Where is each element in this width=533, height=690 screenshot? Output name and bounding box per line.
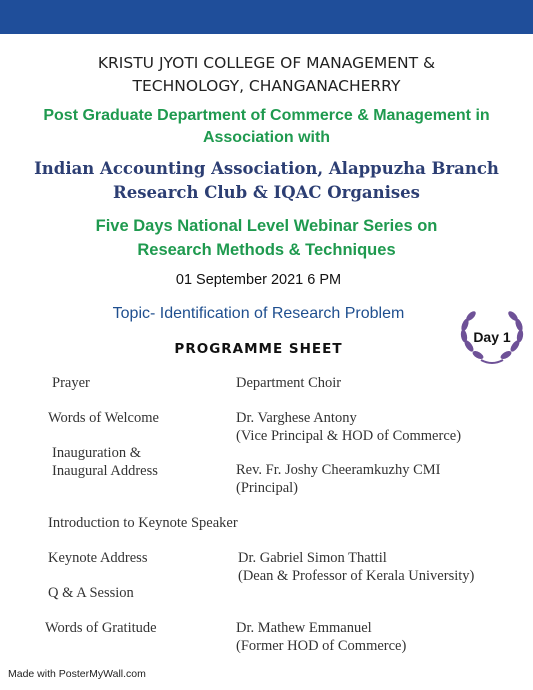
programme-person-role: (Vice Principal & HOD of Commerce)	[236, 428, 462, 444]
programme-person-name: Dr. Varghese Antony	[236, 410, 357, 426]
department-line: Post Graduate Department of Commerce & Management in	[43, 107, 490, 124]
programme-item: Keynote Address	[48, 550, 148, 566]
programme-item: Words of Welcome	[48, 410, 159, 426]
programme-sheet-title: PROGRAMME SHEET	[174, 341, 343, 357]
programme-person-name: Rev. Fr. Joshy Cheeramkuzhy CMI	[236, 462, 441, 478]
programme-item: Prayer	[52, 375, 90, 391]
programme-person-role: (Dean & Professor of Kerala University)	[238, 568, 475, 584]
day-badge-label: Day 1	[473, 329, 511, 345]
programme-person	[236, 461, 440, 497]
programme-person	[236, 409, 461, 445]
programme-person	[238, 549, 474, 585]
programme-person-name: Dr. Gabriel Simon Thattil	[238, 550, 387, 566]
college-name	[0, 52, 533, 98]
programme-item-line: Inauguration &	[52, 445, 141, 461]
watermark-footer: Made with PosterMyWall.com	[8, 668, 146, 680]
programme-item-line: Inaugural Address	[52, 463, 158, 479]
programme-item: Q & A Session	[48, 585, 134, 601]
college-name-line: KRISTU JYOTI COLLEGE OF MANAGEMENT &	[97, 54, 436, 72]
webinar-series-heading	[0, 214, 533, 262]
programme-item: Words of Gratitude	[45, 620, 157, 636]
association-line: Research Club & IQAC Organises	[113, 183, 420, 202]
top-banner-bar	[0, 0, 533, 34]
association-heading	[0, 157, 533, 205]
college-name-line: TECHNOLOGY, CHANGANACHERRY	[132, 77, 401, 95]
department-heading	[0, 105, 533, 149]
department-line: Association with	[202, 129, 331, 146]
programme-person: Department Choir	[236, 375, 342, 391]
event-date: 01 September 2021 6 PM	[175, 272, 342, 288]
programme-item: Introduction to Keynote Speaker	[48, 515, 238, 531]
association-line: Indian Accounting Association, Alappuzha Branch	[34, 159, 499, 178]
topic-title: Topic- Identification of Research Problem	[112, 305, 405, 322]
day-badge	[457, 306, 527, 368]
programme-item	[52, 444, 158, 480]
programme-person-role: (Former HOD of Commerce)	[236, 638, 407, 654]
programme-person-name: Dr. Mathew Emmanuel	[236, 620, 372, 636]
webinar-series-line: Research Methods & Techniques	[137, 241, 396, 259]
programme-person-role: (Principal)	[236, 480, 299, 496]
webinar-series-line: Five Days National Level Webinar Series on	[95, 217, 438, 235]
programme-person	[236, 619, 406, 655]
